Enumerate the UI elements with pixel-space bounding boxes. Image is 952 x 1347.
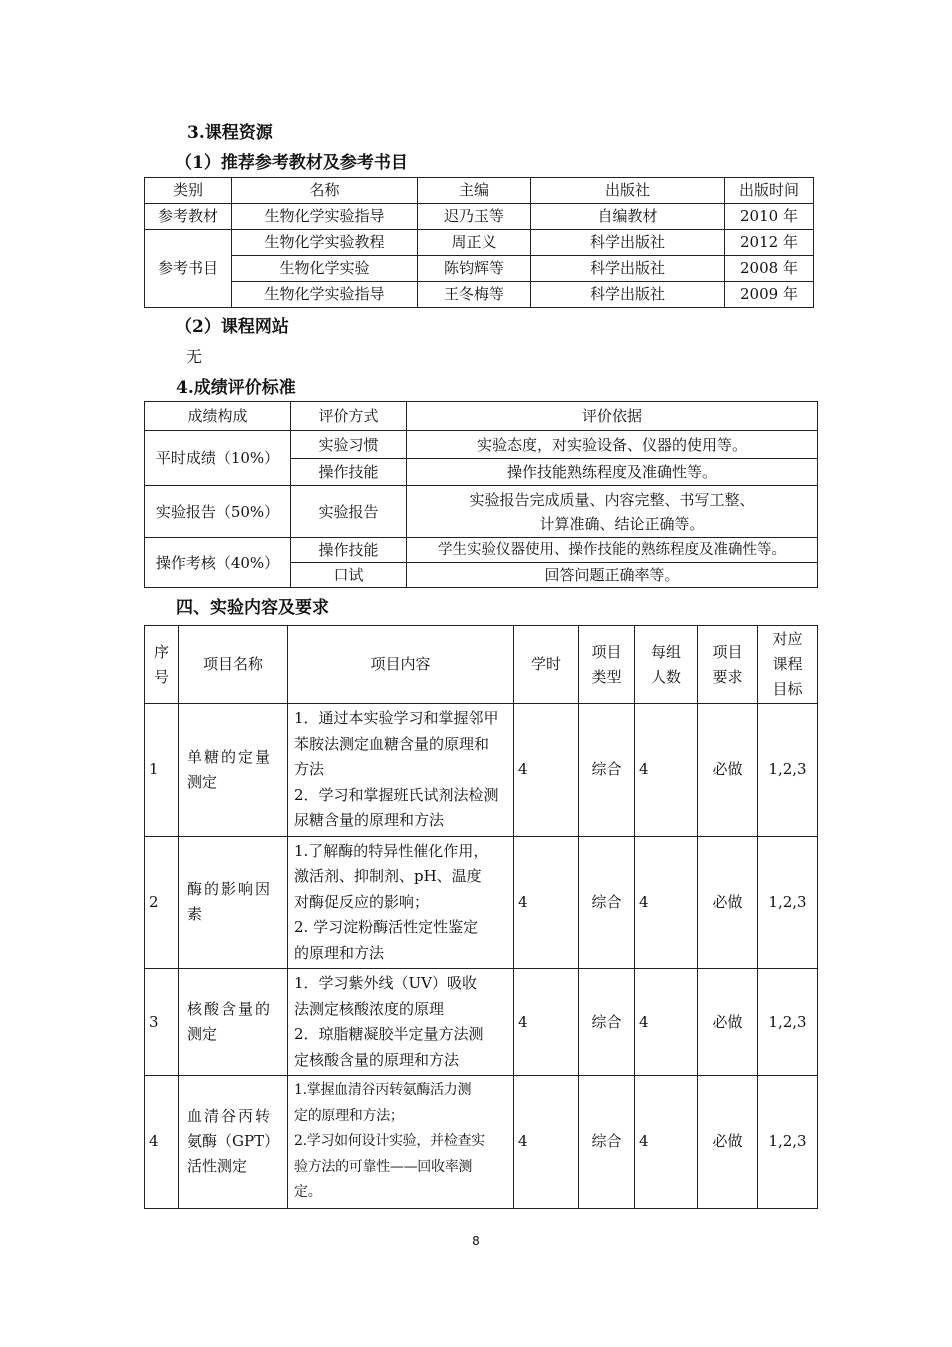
content-line: 方法 — [294, 760, 325, 778]
header-project-name: 项目名称 — [179, 626, 288, 704]
name-line: 血清谷丙转 — [187, 1107, 273, 1126]
content-line: 苯胺法测定血糖含量的原理和 — [294, 734, 490, 753]
content-line: 定。 — [294, 1184, 322, 1200]
book-name: 生物化学实验 — [232, 256, 418, 282]
content-line: 1．学习紫外线（UV）吸收 — [294, 974, 478, 992]
name-line: 核酸含量的 — [187, 1000, 273, 1018]
row-seq: 4 — [145, 1076, 179, 1209]
row-category: 参考教材 — [145, 204, 232, 230]
table-row — [145, 230, 814, 256]
row-seq: 3 — [145, 969, 179, 1076]
book-publisher: 自编教材 — [531, 204, 725, 230]
content-line: 2．学习和掌握班氏试剂法检测 — [294, 785, 499, 804]
table-row — [145, 204, 814, 230]
header-hours: 学时 — [514, 626, 579, 704]
content-line: 尿糖含量的原理和方法 — [294, 811, 445, 829]
header-project-type — [579, 626, 635, 704]
content-line: 定的原理和方法； — [294, 1107, 404, 1124]
header-category: 类别 — [145, 178, 232, 204]
table-row — [145, 969, 818, 1076]
table-header-row — [145, 626, 818, 704]
header-project-content: 项目内容 — [288, 626, 514, 704]
eval-basis-line: 实验报告完成质量、内容完整、书写工整、 — [469, 490, 755, 509]
table-row — [145, 704, 818, 837]
row-seq: 1 — [145, 704, 179, 837]
content-line: 2. 学习淀粉酶活性定性鉴定 — [294, 918, 479, 936]
page-number: 8 — [472, 1234, 480, 1248]
table-header-row — [145, 402, 818, 431]
header-group-size — [635, 626, 698, 704]
header-line: 课程 — [772, 655, 803, 673]
book-year: 2010 年 — [725, 204, 814, 230]
header-line: 人数 — [650, 667, 681, 686]
section-iv-title: 四、实验内容及要求 — [176, 598, 329, 618]
group-size: 4 — [635, 704, 698, 837]
header-editor: 主编 — [418, 178, 531, 204]
eval-method: 实验报告 — [291, 486, 407, 538]
content-line: 1.了解酶的特异性催化作用， — [294, 841, 489, 860]
course-target: 1,2,3 — [758, 1076, 818, 1209]
book-name: 生物化学实验指导 — [232, 204, 418, 230]
name-line: 测定 — [187, 1025, 218, 1043]
book-name: 生物化学实验教程 — [232, 230, 418, 256]
table-row — [145, 256, 814, 282]
table-header-row — [145, 178, 814, 204]
group-size: 4 — [635, 1076, 698, 1209]
table-row — [145, 538, 818, 563]
project-content — [288, 704, 514, 837]
hours: 4 — [514, 704, 579, 837]
group-size: 4 — [635, 969, 698, 1076]
section-3-title: 3.课程资源 — [187, 123, 273, 143]
header-method: 评价方式 — [291, 402, 407, 431]
row-category: 参考书目 — [145, 230, 232, 308]
subsection-1-title: （1）推荐参考教材及参考书目 — [175, 153, 408, 173]
eval-basis: 回答问题正确率等。 — [407, 563, 818, 588]
content-line: 法测定核酸浓度的原理 — [294, 999, 445, 1018]
project-name — [179, 1076, 288, 1209]
header-seq — [145, 626, 179, 704]
header-requirement — [698, 626, 758, 704]
header-line: 每组 — [650, 642, 681, 661]
content-line: 1.掌握血清谷丙转氨酶活力测 — [294, 1082, 472, 1098]
content-line: 定核酸含量的原理和方法 — [294, 1050, 460, 1069]
grade-component: 操作考核（40%） — [145, 538, 291, 588]
experiment-content-table — [144, 625, 818, 1209]
section-4-title: 4.成绩评价标准 — [176, 378, 296, 398]
name-line: 活性测定 — [187, 1157, 248, 1176]
book-year: 2012 年 — [725, 230, 814, 256]
course-target: 1,2,3 — [758, 969, 818, 1076]
course-target: 1,2,3 — [758, 836, 818, 969]
eval-basis-line: 计算准确、结论正确等。 — [539, 514, 705, 533]
project-name — [179, 836, 288, 969]
eval-basis — [407, 486, 818, 538]
hours: 4 — [514, 969, 579, 1076]
grade-component: 实验报告（50%） — [145, 486, 291, 538]
header-line: 要求 — [712, 667, 743, 686]
content-line: 对酶促反应的影响； — [294, 892, 430, 911]
project-content — [288, 969, 514, 1076]
subsection-2-title: （2）课程网站 — [175, 317, 289, 337]
eval-method: 操作技能 — [291, 459, 407, 486]
project-name — [179, 704, 288, 837]
project-type: 综合 — [579, 1076, 635, 1209]
header-line: 目标 — [772, 680, 803, 698]
project-type: 综合 — [579, 836, 635, 969]
group-size: 4 — [635, 836, 698, 969]
book-publisher: 科学出版社 — [531, 230, 725, 256]
book-editor: 王冬梅等 — [418, 282, 531, 308]
content-line: 1．通过本实验学习和掌握邻甲 — [294, 709, 499, 727]
eval-method: 口试 — [291, 563, 407, 588]
hours: 4 — [514, 1076, 579, 1209]
header-line: 项目 — [591, 642, 622, 661]
header-line: 序 — [153, 642, 169, 661]
header-line: 项目 — [712, 642, 743, 661]
eval-method: 实验习惯 — [291, 431, 407, 459]
book-editor: 陈钧辉等 — [418, 256, 531, 282]
header-basis: 评价依据 — [407, 402, 818, 431]
table-row — [145, 836, 818, 969]
book-publisher: 科学出版社 — [531, 256, 725, 282]
book-year: 2008 年 — [725, 256, 814, 282]
eval-basis: 操作技能熟练程度及准确性等。 — [407, 459, 818, 486]
reference-books-table — [144, 177, 814, 308]
row-seq: 2 — [145, 836, 179, 969]
table-row — [145, 282, 814, 308]
content-line: 2．琼脂糖凝胶半定量方法测 — [294, 1025, 484, 1043]
name-line: 氨酶（GPT） — [187, 1132, 280, 1151]
project-name — [179, 969, 288, 1076]
table-row — [145, 486, 818, 538]
grade-component: 平时成绩（10%） — [145, 431, 291, 486]
header-publisher: 出版社 — [531, 178, 725, 204]
content-line: 验方法的可靠性——回收率测 — [294, 1158, 473, 1175]
requirement: 必做 — [698, 1076, 758, 1209]
content-line: 激活剂、抑制剂、pH、温度 — [294, 867, 482, 885]
header-name: 名称 — [232, 178, 418, 204]
name-line: 酶的影响因 — [187, 880, 273, 899]
name-line: 素 — [187, 905, 203, 924]
project-type: 综合 — [579, 969, 635, 1076]
eval-basis: 学生实验仪器使用、操作技能的熟练程度及准确性等。 — [407, 538, 818, 563]
name-line: 单糖的定量 — [187, 747, 273, 766]
table-row — [145, 431, 818, 459]
header-line: 号 — [153, 667, 169, 686]
book-name: 生物化学实验指导 — [232, 282, 418, 308]
project-content — [288, 836, 514, 969]
header-year: 出版时间 — [725, 178, 814, 204]
requirement: 必做 — [698, 704, 758, 837]
book-editor: 迟乃玉等 — [418, 204, 531, 230]
header-line: 对应 — [772, 630, 803, 648]
eval-basis: 实验态度，对实验设备、仪器的使用等。 — [407, 431, 818, 459]
book-editor: 周正义 — [418, 230, 531, 256]
content-line: 的原理和方法 — [294, 943, 385, 962]
requirement: 必做 — [698, 969, 758, 1076]
content-line: 2.学习如何设计实验，并检查实 — [294, 1133, 485, 1149]
hours: 4 — [514, 836, 579, 969]
eval-method: 操作技能 — [291, 538, 407, 563]
book-publisher: 科学出版社 — [531, 282, 725, 308]
table-row — [145, 1076, 818, 1209]
header-course-target — [758, 626, 818, 704]
project-type: 综合 — [579, 704, 635, 837]
book-year: 2009 年 — [725, 282, 814, 308]
header-line: 类型 — [591, 667, 622, 686]
grading-criteria-table — [144, 401, 818, 588]
requirement: 必做 — [698, 836, 758, 969]
project-content — [288, 1076, 514, 1209]
website-value: 无 — [186, 347, 203, 366]
header-component: 成绩构成 — [145, 402, 291, 431]
name-line: 测定 — [187, 772, 218, 791]
course-target: 1,2,3 — [758, 704, 818, 837]
